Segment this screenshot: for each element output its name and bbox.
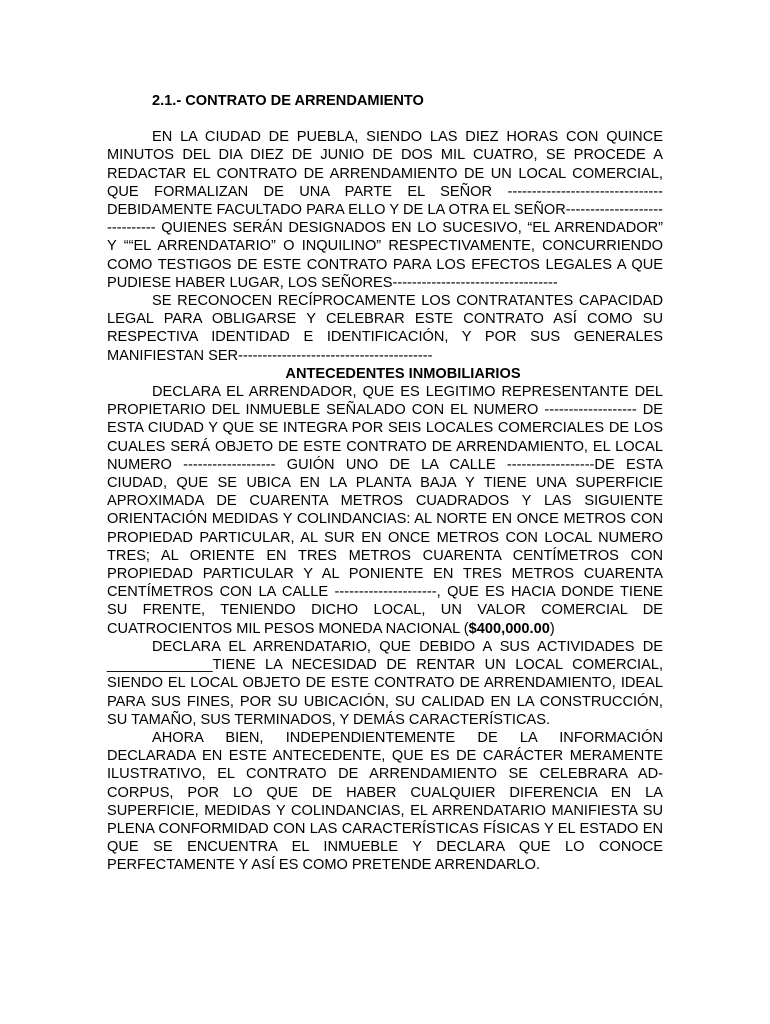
document-title: 2.1.- CONTRATO DE ARRENDAMIENTO <box>152 93 424 109</box>
landlord-declaration-close: ) <box>549 620 555 637</box>
document-body <box>107 92 663 875</box>
paragraph-tenant-declaration: DECLARA EL ARRENDATARIO, QUE DEBIDO A SUS ACTIVIDADES DE _____________TIENE LA NECESIDAD DE RENTAR UN LOCAL COMERCIAL, SIENDO EL LOCAL OBJETO DE ESTE CONTRATO DE ARRENDAMIENTO, IDEAL PARA SUS FINES, POR SU UBICACIÓN, SU CALIDAD EN LA CONSTRUCCIÓN, SU TAMAÑO, SUS TERMINADOS, Y DEMÁS CARACTERÍSTICAS. <box>107 638 663 728</box>
property-value-amount: $400,000.00 <box>468 620 550 637</box>
section-heading: ANTECEDENTES INMOBILIARIOS <box>285 365 521 382</box>
paragraph-landlord-declaration <box>107 383 663 638</box>
paragraph-opening: EN LA CIUDAD DE PUEBLA, SIENDO LAS DIEZ HORAS CON QUINCE MINUTOS DEL DIA DIEZ DE JUNIO DE DOS MIL CUATRO, SE PROCEDE A REDACTAR EL CONTRATO DE ARRENDAMIENTO DE UN LOCAL COMERCIAL, QUE FORMALIZAN DE UNA PARTE EL SEÑOR --------------------------------DEBIDAMENTE FACULTADO PARA ELLO Y DE LA OTRA EL SEÑOR------------------------------ QUIENES SERÁN DESIGNADOS EN LO SUCESIVO, “EL ARRENDADOR” Y ““EL ARRENDATARIO” O INQUILINO” RESPECTIVAMENTE, CONCURRIENDO COMO TESTIGOS DE ESTE CONTRATO PARA LOS EFECTOS LEGALES A QUE PUDIESE HABER LUGAR, LOS SEÑORES---------------------------------- <box>107 129 663 291</box>
landlord-declaration-text: DECLARA EL ARRENDADOR, QUE ES LEGITIMO REPRESENTANTE DEL PROPIETARIO DEL INMUEBLE SEÑALADO CON EL NUMERO ------------------- DE ESTA CIUDAD Y QUE SE INTEGRA POR SEIS LOCALES COMERCIALES DE LOS CUALES SERÁ OBJETO DE ESTE CONTRATO DE ARRENDAMIENTO, EL LOCAL NUMERO ------------------- GUIÓN UNO DE LA CALLE ------------------DE ESTA CIUDAD, QUE SE UBICA EN LA PLANTA BAJA Y TIENE UNA SUPERFICIE APROXIMADA DE CUARENTA METROS CUADRADOS Y LAS SIGUIENTE ORIENTACIÓN MEDIDAS Y COLINDANCIAS: AL NORTE EN ONCE METROS CON PROPIEDAD PARTICULAR, AL SUR EN ONCE METROS CON LOCAL NUMERO TRES; AL ORIENTE EN TRES METROS CUARENTA CENTÍMETROS CON PROPIEDAD PARTICULAR Y AL PONIENTE EN TRES METROS CUARENTA CENTÍMETROS CON LA CALLE ---------------------, QUE ES HACIA DONDE TIENE SU FRENTE, TENIENDO DICHO LOCAL, UN VALOR COMERCIAL DE CUATROCIENTOS MIL PESOS MONEDA NACIONAL ( <box>107 384 663 637</box>
paragraph-ad-corpus: AHORA BIEN, INDEPENDIENTEMENTE DE LA INFORMACIÓN DECLARADA EN ESTE ANTECEDENTE, QUE ES DE CARÁCTER MERAMENTE ILUSTRATIVO, EL CONTRATO DE ARRENDAMIENTO SE CELEBRARA AD-CORPUS, POR LO QUE DE HABER CUALQUIER DIFERENCIA EN LA SUPERFICIE, MEDIDAS Y COLINDANCIAS, EL ARRENDATARIO MANIFIESTA SU PLENA CONFORMIDAD CON LAS CARACTERÍSTICAS FÍSICAS Y EL ESTADO EN QUE SE ENCUENTRA EL INMUEBLE Y DECLARA QUE LO CONOCE PERFECTAMENTE Y ASÍ ES COMO PRETENDE ARRENDARLO. <box>107 729 663 874</box>
paragraph-capacity: SE RECONOCEN RECÍPROCAMENTE LOS CONTRATANTES CAPACIDAD LEGAL PARA OBLIGARSE Y CELEBRAR ESTE CONTRATO ASÍ COMO SU RESPECTIVA IDENTIDAD E IDENTIFICACIÓN, Y POR SUS GENERALES MANIFIESTAN SER---------------------------------------- <box>107 293 663 364</box>
